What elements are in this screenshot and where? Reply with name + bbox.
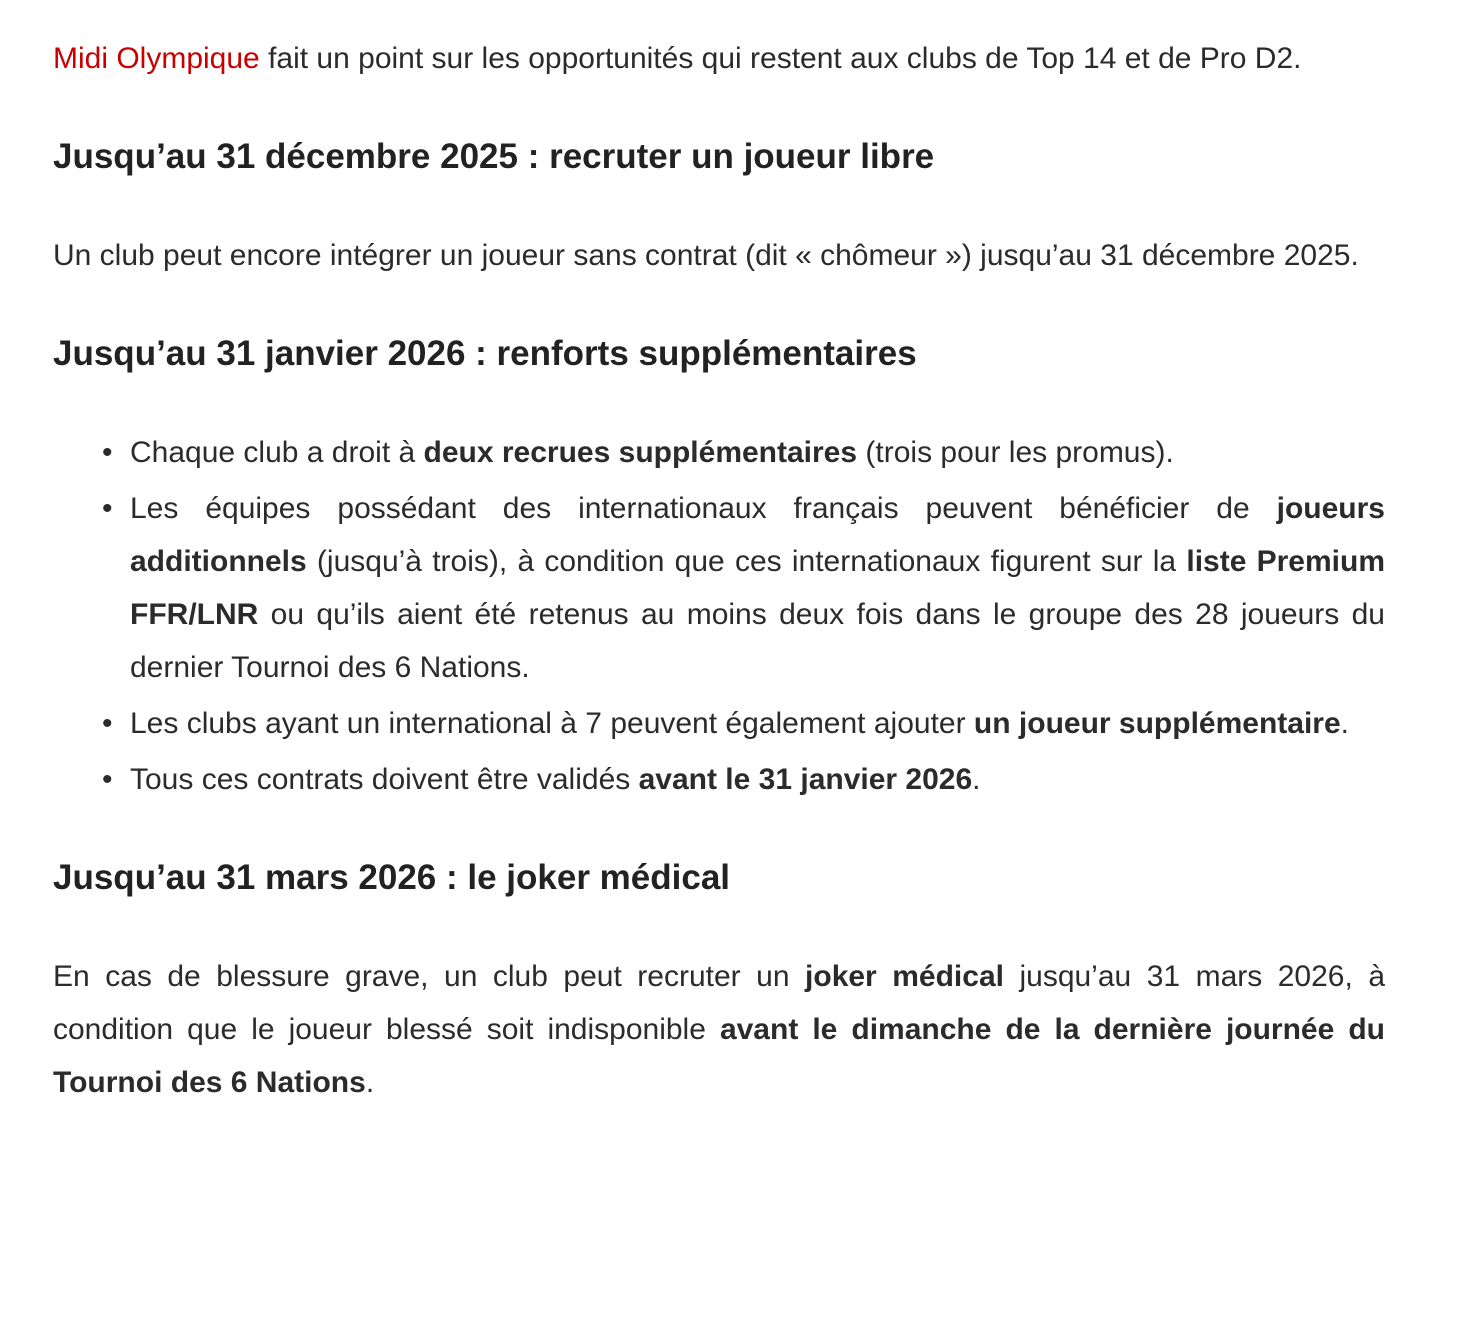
- list-item: [102, 426, 1385, 479]
- bold-text-span: joker médical: [805, 960, 1004, 993]
- bold-text-span: joueurs additionnels: [130, 492, 1385, 578]
- text-span: .: [972, 763, 981, 796]
- bold-text-span: avant le 31 janvier 2026: [638, 763, 973, 796]
- medical-joker-paragraph: [53, 950, 1385, 1109]
- section-heading-march: Jusqu’au 31 mars 2026 : le joker médical: [53, 858, 731, 897]
- list-item: [102, 753, 1385, 806]
- free-agent-paragraph: [53, 229, 1385, 282]
- text-span: ou qu’ils aient été retenus au moins deux fois dans le groupe des 28 joueurs du dernier Tournoi des 6 Nations.: [130, 598, 1385, 684]
- bullet-icon: •: [102, 492, 113, 525]
- text-span: .: [1340, 707, 1349, 740]
- bold-text-span: deux recrues supplémentaires: [423, 436, 858, 469]
- intro-paragraph: [53, 32, 1385, 85]
- midi-olympique-link[interactable]: Midi Olympique: [53, 42, 260, 75]
- text-span: Chaque club a droit à: [130, 436, 424, 469]
- bold-text-span: avant le dimanche de la dernière journée du Tournoi des 6 Nations: [53, 1013, 1385, 1099]
- bullet-icon: •: [102, 436, 113, 469]
- list-item: [102, 482, 1385, 694]
- text-span: jusqu’au 31 mars 2026, à condition que le joueur blessé soit indisponible: [53, 960, 1386, 1046]
- text-span: (trois pour les promus).: [857, 436, 1174, 469]
- text-span: .: [365, 1066, 375, 1099]
- text-span: Tous ces contrats doivent être validés: [130, 763, 639, 796]
- text-span: Un club peut encore intégrer un joueur sans contrat (dit « chômeur ») jusqu’au 31 décembre 2025.: [53, 239, 1359, 272]
- text-span: Les équipes possédant des internationaux français peuvent bénéficier de: [130, 492, 1277, 525]
- rules-list: [53, 426, 1385, 806]
- list-item: [102, 697, 1385, 750]
- text-span: fait un point sur les opportunités qui restent aux clubs de Top 14 et de Pro D2.: [259, 42, 1302, 75]
- text-span: En cas de blessure grave, un club peut recruter un: [53, 960, 806, 993]
- text-span: Les clubs ayant un international à 7 peuvent également ajouter: [130, 707, 974, 740]
- text-span: (jusqu’à trois), à condition que ces internationaux figurent sur la: [306, 545, 1187, 578]
- bullet-icon: •: [102, 707, 113, 740]
- bullet-icon: •: [102, 763, 113, 796]
- bold-text-span: liste Premium FFR/LNR: [130, 545, 1385, 631]
- article-body: [53, 32, 1385, 1109]
- bold-text-span: un joueur supplémentaire: [973, 707, 1341, 740]
- section-heading-january: Jusqu’au 31 janvier 2026 : renforts supplémentaires: [53, 334, 917, 373]
- section-heading-december: Jusqu’au 31 décembre 2025 : recruter un joueur libre: [53, 137, 935, 176]
